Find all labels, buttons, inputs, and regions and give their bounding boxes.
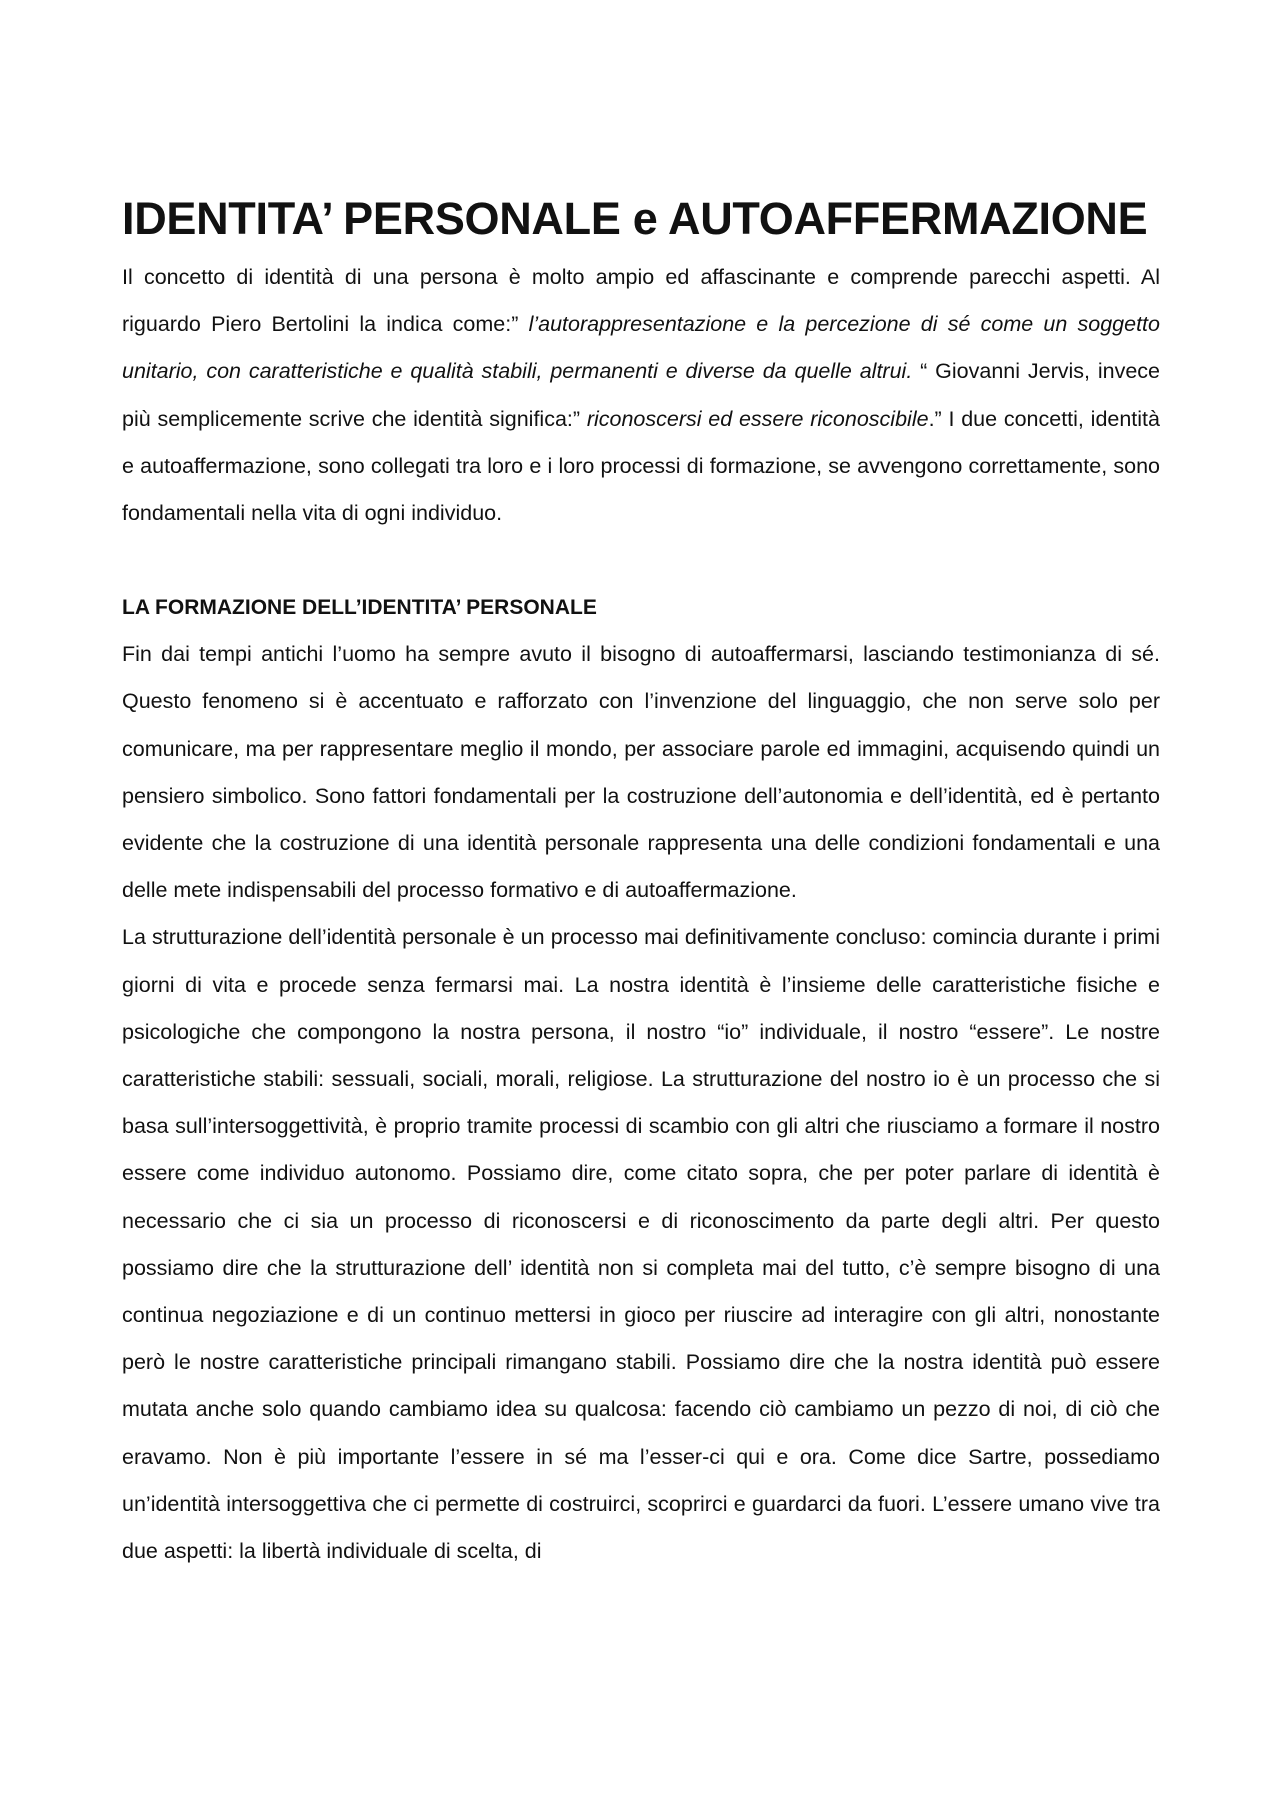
section-paragraph-2: La strutturazione dell’identità personale è un processo mai definitivamente concluso: comincia durante i primi giorni di vita e procede senza fermarsi mai. La nostra identità è l’insieme delle caratteristiche fisiche e psicologiche che compongono la nostra persona, il nostro “io” individuale, il nostro “essere”. Le nostre caratteristiche stabili: sessuali, sociali, morali, religiose. La strutturazione del nostro io è un processo che si basa sull’intersoggettività, è proprio tramite processi di scambio con gli altri che riusciamo a formare il nostro essere come individuo autonomo. Possiamo dire, come citato sopra, che per poter parlare di identità è necessario che ci sia un processo di riconoscersi e di riconoscimento da parte degli altri. Per questo possiamo dire che la strutturazione dell’ identità non si completa mai del tutto, c’è sempre bisogno di una continua negoziazione e di un continuo mettersi in gioco per riuscire ad interagire con gli altri, nonostante però le nostre caratteristiche principali rimangano stabili. Possiamo dire che la nostra identità può essere mutata anche solo quando cambiamo idea su qualcosa: facendo ciò cambiamo un pezzo di noi, di ciò che eravamo. Non è più importante l’essere in sé ma l’esser-ci qui e ora. Come dice Sartre, possediamo un’identità intersoggettiva che ci permette di costruirci, scoprirci e guardarci da fuori. L’essere umano vive tra due aspetti: la libertà individuale di scelta, di xyxy=(122,925,1160,1564)
intro-text-2: “ Giovanni Jervis, invece più semplicemente scrive che identità significa:” xyxy=(122,359,1160,431)
document-page xyxy=(122,190,1160,1575)
jervis-quote: riconoscersi ed essere riconoscibile xyxy=(586,406,929,431)
intro-paragraph xyxy=(122,254,1160,537)
intro-text-1: Il concetto di identità di una persona è molto ampio ed affascinante e comprende parecchi aspetti. Al riguardo Piero Bertolini la indica come:” xyxy=(122,265,1160,337)
section-heading: LA FORMAZIONE DELL’IDENTITA’ PERSONALE xyxy=(122,596,597,620)
section-paragraph-1: Fin dai tempi antichi l’uomo ha sempre avuto il bisogno di autoaffermarsi, lasciando testimonianza di sé. Questo fenomeno si è accentuato e rafforzato con l’invenzione del linguaggio, che non serve solo per comunicare, ma per rappresentare meglio il mondo, per associare parole ed immagini, acquisendo quindi un pensiero simbolico. Sono fattori fondamentali per la costruzione dell’autonomia e dell’identità, ed è pertanto evidente che la costruzione di una identità personale rappresenta una delle condizioni fondamentali e una delle mete indispensabili del processo formativo e di autoaffermazione. xyxy=(122,642,1160,903)
paragraph-spacer xyxy=(122,537,1160,584)
bertolini-quote: l’autorappresentazione e la percezione di sé come un soggetto unitario, con caratteristiche e qualità stabili, permanenti e diverse da quelle altrui. xyxy=(122,312,1160,384)
intro-text-3: .” I due concetti, identità e autoaffermazione, sono collegati tra loro e i loro processi di formazione, se avvengono correttamente, sono fondamentali nella vita di ogni individuo. xyxy=(122,406,1160,526)
document-title: IDENTITA’ PERSONALE e AUTOAFFERMAZIONE xyxy=(122,193,1148,244)
